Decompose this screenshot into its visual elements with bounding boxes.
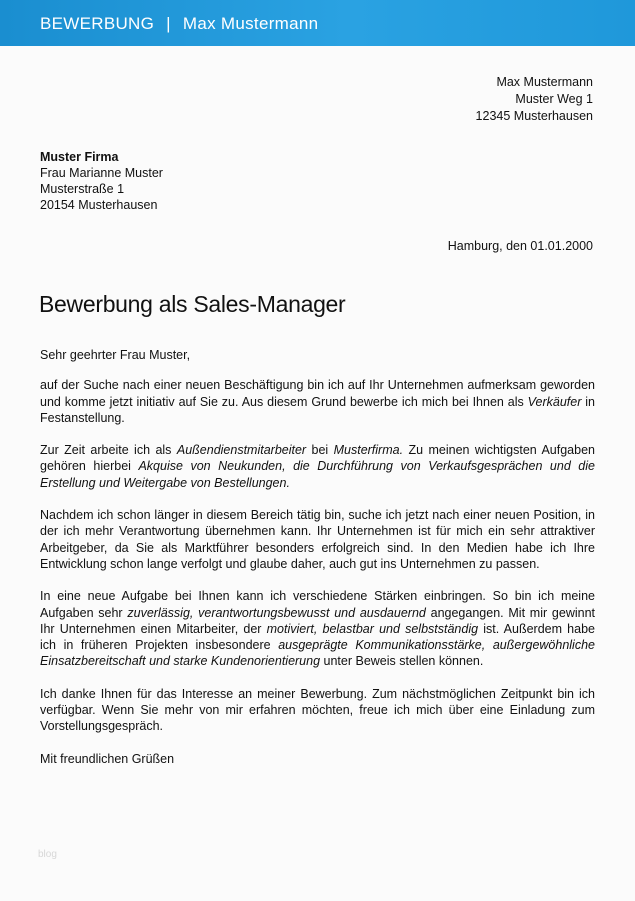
paragraph-intro (40, 377, 595, 426)
text-segment: auf der Suche nach einer neuen Beschäftigung bin ich auf Ihr Unternehmen aufmerksam geworden und komme jetzt initiativ auf Sie zu. Aus diesem Grund bewerbe ich mich bei Ihnen als (40, 378, 595, 409)
closing: Mit freundlichen Grüßen (40, 751, 175, 766)
sender-address (476, 74, 593, 125)
letter-subject: Bewerbung als Sales-Manager (39, 291, 346, 317)
emphasis-tasks: Akquise von Neukunden, die Durchführung von Verkaufsgesprächen und die Erstellung und Weitergabe von Bestellungen. (40, 459, 595, 490)
paragraph-motivation: Nachdem ich schon länger in diesem Bereich tätig bin, suche ich jetzt nach einer neuen Position, in der ich mehr Verantwortung übernehmen kann. Ihr Unternehmen ist für mich ein sehr attraktiver Arbeitgeber, da Sie als Marktführer besonders erfolgreich sind. In den Medien habe ich Ihre Entwicklung schon lange verfolgt und glaube daher, auch gut ins Unternehmen zu passen. (40, 508, 595, 571)
salutation: Sehr geehrter Frau Muster, (40, 348, 191, 362)
text-segment: in Festanstellung. (40, 394, 595, 425)
emphasis-traits: zuverlässig, verantwortungsbewusst und ausdauernd (127, 605, 426, 620)
text-segment: Zur Zeit arbeite ich als (40, 443, 177, 458)
sender-street: Muster Weg 1 (515, 92, 593, 106)
header-applicant-name: Max Mustermann (182, 14, 319, 33)
emphasis-qualities: motiviert, belastbar und selbstständig (266, 621, 479, 636)
recipient-company: Muster Firma (40, 150, 119, 164)
emphasis-employer: Musterfirma. (333, 443, 404, 458)
text-segment: angegangen. Mit mir gewinnt Ihr Unternehmen einen Mitarbeiter, der (40, 605, 595, 636)
emphasis-position: Verkäufer (527, 394, 582, 409)
recipient-street: Musterstraße 1 (40, 182, 125, 196)
sender-name: Max Mustermann (496, 75, 593, 89)
emphasis-skills: ausgeprägte Kommunikationsstärke, außergewöhnliche Einsatzbereitschaft und starke Kundenorientierung (40, 638, 595, 669)
paragraph-current-job (40, 442, 595, 491)
paragraph-strengths (40, 588, 595, 669)
text-segment: bei (306, 443, 334, 458)
sender-city: 12345 Musterhausen (475, 109, 593, 123)
header-bar (0, 0, 635, 46)
text-segment: ist. Außerdem habe ich in früheren Projekten insbesondere (40, 621, 595, 653)
recipient-city: 20154 Musterhausen (40, 198, 158, 212)
recipient-address (40, 149, 163, 213)
recipient-contact: Frau Marianne Muster (40, 166, 163, 180)
letter-body (40, 347, 595, 783)
text-segment: unter Beweis stellen können. (320, 654, 484, 669)
watermark: blog (38, 849, 57, 860)
text-segment: In eine neue Aufgabe bei Ihnen kann ich verschiedene Stärken einbringen. So bin ich meine Aufgaben sehr (40, 589, 595, 620)
header-separator: | (166, 14, 171, 33)
letter-date: Hamburg, den 01.01.2000 (447, 239, 593, 253)
text-segment: Zu meinen wichtigsten Aufgaben gehören hierbei (40, 443, 595, 474)
paragraph-thanks: Ich danke Ihnen für das Interesse an meiner Bewerbung. Zum nächstmöglichen Zeitpunkt bin ich verfügbar. Wenn Sie mehr von mir erfahren möchten, freue ich mich über eine Einladung zum Vorstellungsgespräch. (40, 686, 595, 734)
header-title (40, 14, 318, 34)
header-document-type: BEWERBUNG (40, 14, 155, 33)
emphasis-job-title: Außendienstmitarbeiter (176, 443, 307, 458)
